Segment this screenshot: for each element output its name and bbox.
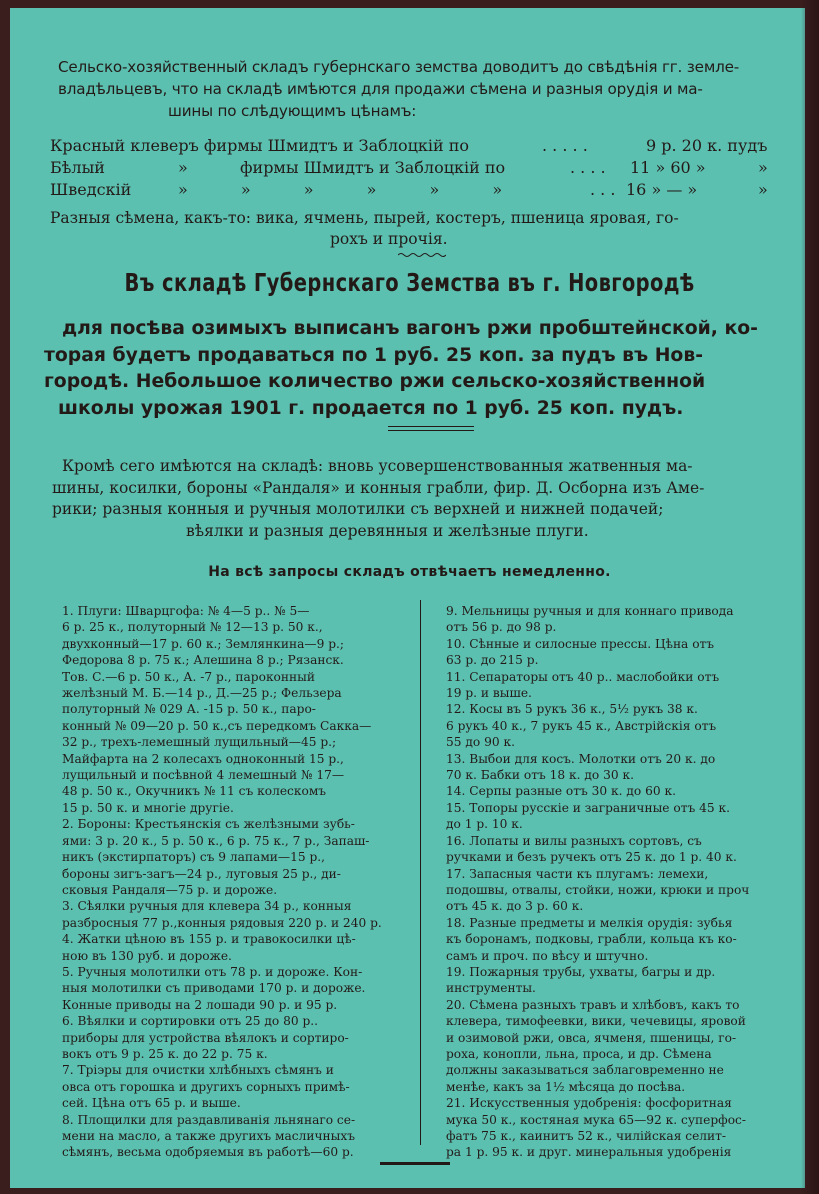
- column-line: 16. Лопаты и вилы разныхъ сортовъ, съ: [446, 833, 702, 848]
- intro-paragraph: [58, 56, 768, 122]
- column-line: 15. Топоры русскіе и заграничные отъ 45 к.: [446, 800, 730, 815]
- column-line: 20. Сѣмена разныхъ травъ и хлѣбовъ, какъ то: [446, 997, 740, 1012]
- besides-line: рики; разныя конныя и ручныя молотилки съ верхней и нижней подачей;: [52, 500, 664, 518]
- price-item-name: Бѣлый: [50, 158, 105, 177]
- price-item-name: Красный клеверъ фирмы Шмидтъ и Заблоцкій по: [50, 136, 470, 155]
- column-line: лущильный и посѣвной 4 лемешный № 17—: [62, 768, 345, 783]
- ornament-squiggle: [398, 252, 446, 258]
- column-line: 8. Площилки для раздавливанія льнянаго се-: [62, 1112, 356, 1127]
- column-line: 5. Ручныя молотилки отъ 78 р. и дороже. Кон-: [62, 964, 363, 979]
- column-line: сковыя Рандаля—75 р. и дороже.: [62, 882, 278, 897]
- price-item-name: Шведскій: [50, 180, 132, 199]
- column-line: 13. Выбои для косъ. Молотки отъ 20 к. до: [446, 751, 716, 766]
- column-line: 21. Искусственныя удобренія: фосфоритная: [446, 1096, 732, 1111]
- intro-line: владѣльцевъ, что на складѣ имѣются для продажи сѣмена и разныя орудія и ма-: [58, 80, 703, 98]
- column-line: должны заказываться заблаговременно не: [446, 1063, 724, 1078]
- column-line: ями: 3 р. 20 к., 5 р. 50 к., 6 р. 75 к., 7 р., Запаш-: [62, 833, 370, 848]
- column-line: 48 р. 50 к., Окучникъ № 11 съ колескомъ: [62, 784, 327, 799]
- column-line: вокъ отъ 9 р. 25 к. до 22 р. 75 к.: [62, 1046, 268, 1061]
- column-line: ра 1 р. 95 к. и друг. минеральныя удобренія: [446, 1145, 732, 1160]
- column-line: 6. Вѣялки и сортировки отъ 25 до 80 р..: [62, 1014, 319, 1029]
- column-line: разбросныя 77 р.,конныя рядовыя 220 р. и 240 р.: [62, 915, 382, 930]
- ditto-marks: » » » » » »: [178, 180, 503, 199]
- column-line: Конные приводы на 2 лошади 90 р. и 95 р.: [62, 997, 338, 1012]
- column-line: 2. Бороны: Крестьянскія съ желѣзными зубь-: [62, 817, 355, 832]
- column-line: бороны зигъ-загъ—24 р., луговыя 25 р., ди-: [62, 866, 341, 881]
- price-value: 9 р. 20 к. пудъ: [646, 136, 768, 155]
- besides-line: шины, косилки, бороны «Рандаля» и конныя грабли, фир. Д. Осборна изъ Аме-: [52, 478, 705, 497]
- column-line: 3. Сѣялки ручныя для клевера 34 р., конныя: [62, 899, 352, 914]
- left-column: [62, 603, 414, 1161]
- price-dots: . . .: [590, 180, 616, 199]
- announcement-line: школы урожая 1901 г. продается по 1 руб. 25 коп. пудъ.: [58, 397, 684, 419]
- column-line: приборы для устройства вѣялокъ и сортиро-: [62, 1030, 349, 1045]
- column-line: ныя молотилки съ приводами 170 р. и дороже.: [62, 981, 366, 996]
- column-line: ною въ 130 руб. и дороже.: [62, 948, 232, 963]
- separator-rule: [388, 426, 474, 427]
- ditto-mark: »: [758, 158, 768, 177]
- column-line: овса отъ горошка и другихъ сорныхъ примѣ-: [62, 1079, 350, 1094]
- column-line: отъ 56 р. до 98 р.: [446, 620, 557, 635]
- column-line: 7. Тріэры для очистки хлѣбныхъ сѣмянъ и: [62, 1063, 334, 1078]
- column-line: желѣзный М. Б.—14 р., Д.—25 р.; Фельзера: [62, 686, 342, 701]
- column-line: 63 р. до 215 р.: [446, 653, 539, 668]
- price-dots: . . . .: [570, 158, 606, 177]
- besides-line: вѣялки и разныя деревянныя и желѣзные плуги.: [186, 521, 589, 540]
- column-line: полуторный № 029 А. -15 р. 50 к., паро-: [62, 702, 316, 717]
- column-line: сѣмянъ, весьма одобряемыя въ работѣ—60 р.: [62, 1145, 354, 1160]
- price-value: 11 » 60 »: [630, 158, 706, 177]
- column-line: инструменты.: [446, 981, 536, 996]
- column-line: 10. Сѣнные и силосные прессы. Цѣна отъ: [446, 636, 715, 651]
- column-line: Тов. С.—6 р. 50 к., А. -7 р., пароконный: [62, 669, 315, 684]
- seeds-line: Разныя сѣмена, какъ-то: вика, ячмень, пырей, костеръ, пшеница яровая, го-: [50, 209, 679, 227]
- column-line: 6 р. 25 к., полуторный № 12—13 р. 50 к.,: [62, 620, 323, 635]
- column-line: никъ (экстирпаторъ) съ 9 лапами—15 р.,: [62, 850, 326, 865]
- column-line: къ боронамъ, подковы, грабли, кольца къ ко-: [446, 932, 737, 947]
- column-line: 19. Пожарныя трубы, ухваты, багры и др.: [446, 964, 716, 979]
- column-divider: [420, 600, 421, 1145]
- column-line: 55 до 90 к.: [446, 735, 515, 750]
- separator-rule: [388, 430, 474, 431]
- besides-line: Кромѣ сего имѣются на складѣ: вновь усовершенствованныя жатвенныя ма-: [62, 457, 693, 475]
- column-line: Майфарта на 2 колесахъ одноконный 15 р.,: [62, 751, 344, 766]
- notice-line: На всѣ запросы складъ отвѣчаетъ немедленно.: [208, 564, 611, 580]
- column-line: 32 р., трехъ-лемешный лущильный—45 р.;: [62, 735, 337, 750]
- column-line: 18. Разные предметы и мелкія орудія: зубья: [446, 915, 733, 930]
- column-line: менѣе, какъ за 1½ мѣсяца до посѣва.: [446, 1079, 686, 1094]
- column-line: конный № 09—20 р. 50 к.,съ передкомъ Сакка—: [62, 718, 372, 733]
- column-line: роха, конопли, льна, проса, и др. Сѣмена: [446, 1046, 712, 1061]
- column-line: 17. Запасныя части къ плугамъ: лемехи,: [446, 866, 709, 881]
- column-line: мука 50 к., костяная мука 65—92 к. суперфос-: [446, 1112, 746, 1127]
- seeds-paragraph: [50, 208, 679, 250]
- announcement-line: для посѣва озимыхъ выписанъ вагонъ ржи пробштейнской, ко-: [62, 318, 758, 339]
- column-line: 1. Плуги: Шварцгофа: № 4—5 р.. № 5—: [62, 604, 310, 618]
- column-line: 12. Косы въ 5 рукъ 36 к., 5½ рукъ 38 к.: [446, 702, 698, 717]
- column-line: сей. Цѣна отъ 65 р. и выше.: [62, 1096, 241, 1111]
- column-line: двухконный—17 р. 60 к.; Землянкина—9 р.;: [62, 636, 344, 651]
- price-value: 16 » — »: [626, 180, 698, 199]
- column-line: ручками и безъ ручекъ отъ 25 к. до 1 р. 40 к.: [446, 850, 737, 865]
- intro-line: Сельско-хозяйственный складъ губернскаго земства доводитъ до свѣдѣнія гг. земле-: [58, 58, 740, 76]
- price-dots: . . . . .: [542, 136, 588, 155]
- column-line: 70 к. Бабки отъ 18 к. до 30 к.: [446, 768, 634, 783]
- column-line: отъ 45 к. до 3 р. 60 к.: [446, 899, 584, 914]
- announcement-paragraph: [44, 316, 764, 422]
- column-line: самъ и проч. по вѣсу и штучно.: [446, 948, 649, 963]
- column-line: подошвы, отвалы, стойки, ножи, крюки и проч: [446, 882, 750, 897]
- column-line: Федорова 8 р. 75 к.; Алешина 8 р.; Рязанск.: [62, 653, 344, 668]
- column-line: 15 р. 50 к. и многіе другіе.: [62, 800, 234, 815]
- column-line: 9. Мельницы ручныя и для коннаго привода: [446, 604, 734, 618]
- intro-line: шины по слѣдующимъ цѣнамъ:: [168, 102, 417, 120]
- column-line: 19 р. и выше.: [446, 686, 532, 701]
- column-line: и озимовой ржи, овса, ячменя, пшеницы, го-: [446, 1030, 737, 1045]
- column-line: до 1 р. 10 к.: [446, 817, 523, 832]
- ditto-mark: »: [758, 180, 768, 199]
- besides-paragraph: [52, 456, 704, 542]
- column-line: 4. Жатки цѣною въ 155 р. и травокосилки цѣ-: [62, 932, 356, 947]
- price-firm: фирмы Шмидтъ и Заблоцкій по: [240, 158, 506, 177]
- column-line: 14. Серпы разные отъ 30 к. до 60 к.: [446, 784, 676, 799]
- column-line: мени на масло, а также другихъ масличныхъ: [62, 1129, 355, 1143]
- ditto-mark: »: [178, 158, 188, 177]
- right-column: [446, 603, 798, 1161]
- column-line: клевера, тимофеевки, вики, чечевицы, яровой: [446, 1014, 746, 1029]
- column-line: фатъ 75 к., каинитъ 52 к., чилійская селит-: [446, 1129, 727, 1143]
- seeds-line: рохъ и прочія.: [330, 230, 448, 248]
- bottom-rule: [380, 1162, 450, 1165]
- column-line: 6 рукъ 40 к., 7 рукъ 45 к., Австрійскія отъ: [446, 718, 717, 733]
- page-edge-shadow: [801, 0, 819, 1194]
- announcement-line: торая будетъ продаваться по 1 руб. 25 коп. за пудъ въ Нов-: [44, 344, 703, 366]
- announcement-line: городѣ. Небольшое количество ржи сельско-хозяйственной: [44, 371, 706, 392]
- headline: Въ складѣ Губернскаго Земства въ г. Новгородѣ: [124, 268, 695, 297]
- column-line: 11. Сепараторы отъ 40 р.. маслобойки отъ: [446, 669, 720, 684]
